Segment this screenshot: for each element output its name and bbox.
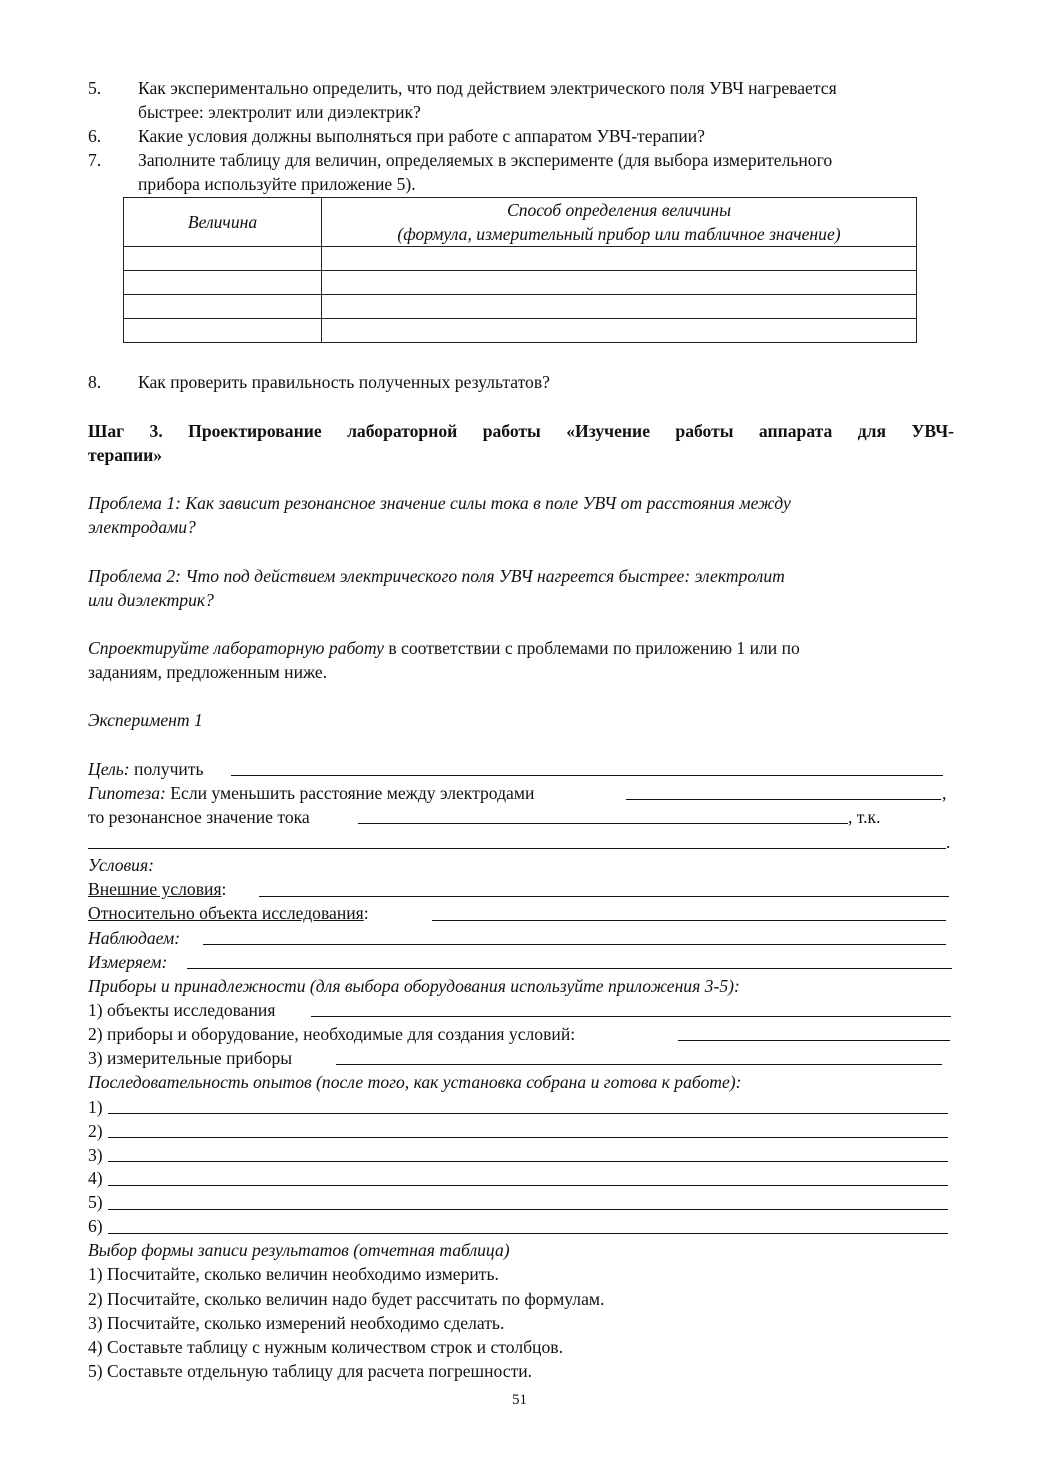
external-conditions-blank[interactable] <box>259 896 949 897</box>
step3-heading-line2: терапии» <box>88 445 163 465</box>
resonance-blank[interactable] <box>358 823 848 824</box>
relative-conditions-blank[interactable] <box>432 920 946 921</box>
colon: : <box>221 879 227 899</box>
sequence-item-4: 4) <box>88 1168 103 1188</box>
table-cell[interactable] <box>322 295 917 319</box>
colon: : <box>363 903 369 923</box>
question-text: Как экспериментально определить, что под действием электрического поля УВЧ нагревается быстрее: электролит или диэлектрик? <box>138 78 837 122</box>
relative-conditions-line <box>88 901 369 925</box>
problem1-line1: Проблема 1: Как зависит резонансное значение силы тока в поле УВЧ от расстояния между <box>88 493 791 513</box>
results-item-1: 1) Посчитайте, сколько величин необходимо измерить. <box>88 1264 499 1284</box>
equipment-item-3: 3) измерительные приборы <box>88 1048 293 1068</box>
table-cell[interactable] <box>322 319 917 343</box>
table-cell[interactable] <box>124 247 322 271</box>
conditions-title: Условия: <box>88 855 154 875</box>
sequence-item-5-blank[interactable] <box>108 1209 948 1210</box>
equipment-title: Приборы и принадлежности (для выбора оборудования используйте приложения 3-5): <box>88 976 740 996</box>
resonance-text: то резонансное значение тока <box>88 807 310 827</box>
reason-blank[interactable] <box>88 848 946 849</box>
question-text: Заполните таблицу для величин, определяемых в эксперименте (для выбора измерительного прибора используйте приложение 5). <box>138 150 833 194</box>
question-number: 6. <box>88 126 102 146</box>
problem1-line2: электродами? <box>88 517 196 537</box>
table-row <box>124 295 917 319</box>
relative-conditions-label: Относительно объекта исследования <box>88 903 364 923</box>
sequence-item-1: 1) <box>88 1097 103 1117</box>
sequence-title: Последовательность опытов (после того, как установка собрана и готова к работе): <box>88 1072 742 1092</box>
design-line2: заданиям, предложенным ниже. <box>88 662 328 682</box>
sequence-item-3-blank[interactable] <box>108 1161 948 1162</box>
results-item-4: 4) Составьте таблицу с нужным количеством строк и столбцов. <box>88 1337 563 1357</box>
external-conditions-label: Внешние условия <box>88 879 222 899</box>
equipment-item-2-blank[interactable] <box>678 1040 950 1041</box>
table-row <box>124 247 917 271</box>
goal-line <box>88 757 204 781</box>
goal-blank[interactable] <box>231 775 943 776</box>
sequence-item-2-blank[interactable] <box>108 1137 948 1138</box>
question-number: 7. <box>88 150 102 170</box>
equipment-item-1: 1) объекты исследования <box>88 1000 276 1020</box>
design-rest: в соответствии с проблемами по приложению 1 или по <box>383 638 800 658</box>
question-number: 8. <box>88 372 102 392</box>
resonance-tail: , т.к. <box>848 807 881 827</box>
equipment-item-1-blank[interactable] <box>311 1016 951 1017</box>
table-header-method-line1: Способ определения величины <box>506 200 732 220</box>
table-header-quantity: Величина <box>124 198 322 247</box>
equipment-item-2: 2) приборы и оборудование, необходимые для создания условий: <box>88 1024 576 1044</box>
results-item-3: 3) Посчитайте, сколько измерений необходимо сделать. <box>88 1313 505 1333</box>
question-number: 5. <box>88 78 102 98</box>
measure-blank[interactable] <box>187 968 952 969</box>
equipment-item-3-blank[interactable] <box>336 1064 942 1065</box>
table-cell[interactable] <box>322 247 917 271</box>
table-cell[interactable] <box>322 271 917 295</box>
table-header-row <box>124 198 917 247</box>
results-title: Выбор формы записи результатов (отчетная таблица) <box>88 1240 510 1260</box>
observe-label: Наблюдаем: <box>88 928 181 948</box>
results-item-5: 5) Составьте отдельную таблицу для расчета погрешности. <box>88 1361 533 1381</box>
results-item-2: 2) Посчитайте, сколько величин надо будет рассчитать по формулам. <box>88 1289 605 1309</box>
measure-label: Измеряем: <box>88 952 168 972</box>
problem2-line2: или диэлектрик? <box>88 590 214 610</box>
sequence-item-2: 2) <box>88 1121 103 1141</box>
hypothesis-label: Гипотеза: <box>88 783 166 803</box>
design-italic: Спроектируйте лабораторную работу <box>88 638 384 658</box>
table-header-method-line2: (формула, измерительный прибор или табличное значение) <box>397 224 841 244</box>
observe-blank[interactable] <box>203 944 946 945</box>
sequence-item-3: 3) <box>88 1145 103 1165</box>
hypothesis-comma: , <box>942 783 947 803</box>
sequence-item-4-blank[interactable] <box>108 1185 948 1186</box>
reason-period: . <box>946 832 951 852</box>
table-cell[interactable] <box>124 295 322 319</box>
step3-heading-line1: Шаг 3. Проектирование лабораторной работы «Изучение работы аппарата для УВЧ- <box>88 421 954 441</box>
hypothesis-text: Если уменьшить расстояние между электродами <box>165 783 535 803</box>
goal-label: Цель: <box>88 759 130 779</box>
table-cell[interactable] <box>124 271 322 295</box>
sequence-item-6: 6) <box>88 1216 103 1236</box>
hypothesis-blank[interactable] <box>626 799 941 800</box>
table-row <box>124 319 917 343</box>
problem2-line1: Проблема 2: Что под действием электрического поля УВЧ нагреется быстрее: электролит <box>88 566 785 586</box>
sequence-item-6-blank[interactable] <box>108 1233 948 1234</box>
table-header-method <box>322 198 917 247</box>
page-number: 51 <box>512 1392 527 1408</box>
goal-text: получить <box>129 759 204 779</box>
table-row <box>124 271 917 295</box>
design-line1 <box>88 636 800 660</box>
experiment-title: Эксперимент 1 <box>88 710 203 730</box>
table-cell[interactable] <box>124 319 322 343</box>
external-conditions-line <box>88 877 226 901</box>
sequence-item-5: 5) <box>88 1192 103 1212</box>
question-text: Какие условия должны выполняться при работе с аппаратом УВЧ-терапии? <box>138 126 705 146</box>
question-text: Как проверить правильность полученных результатов? <box>138 372 550 392</box>
hypothesis-line <box>88 781 534 805</box>
sequence-item-1-blank[interactable] <box>108 1113 948 1114</box>
quantity-table <box>123 197 917 343</box>
